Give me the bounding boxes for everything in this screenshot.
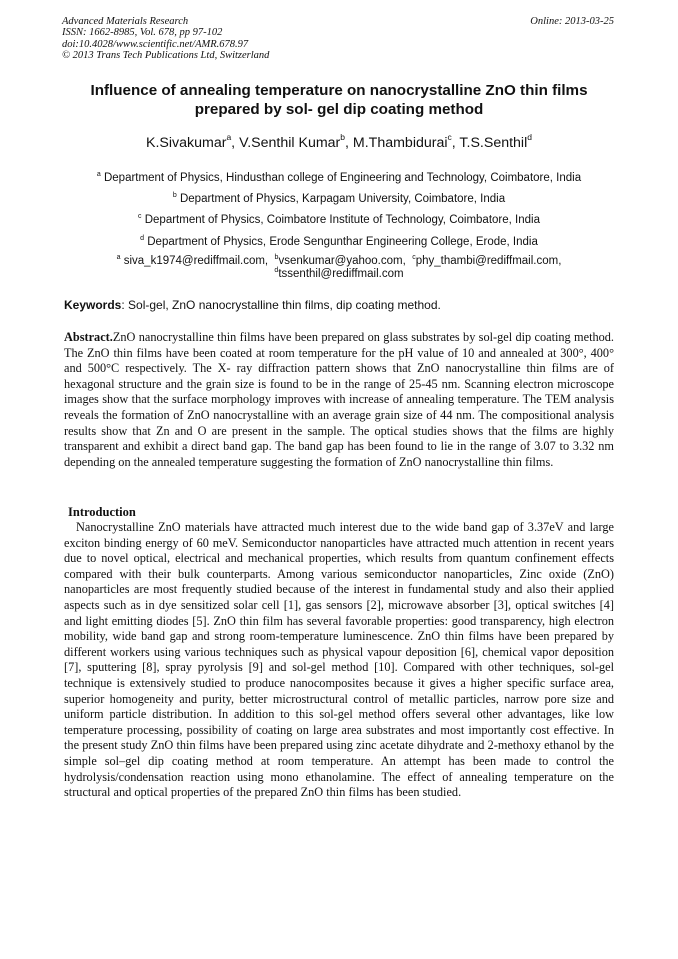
email-link[interactable]: phy_thambi@rediffmail.com, xyxy=(415,255,562,267)
affiliation-d xyxy=(40,235,638,249)
paper-title xyxy=(40,81,638,119)
author-emails xyxy=(40,255,638,281)
author-sup: a xyxy=(226,132,232,142)
journal-issn: ISSN: 1662-8985, Vol. 678, pp 97-102 xyxy=(62,27,223,39)
online-date: Online: 2013-03-25 xyxy=(530,16,614,27)
author-separator: , xyxy=(345,135,353,151)
author-name: V.Senthil Kumar xyxy=(239,135,341,151)
author-name: T.S.Senthil xyxy=(459,135,528,151)
journal-doi: doi:10.4028/www.scientific.net/AMR.678.97 xyxy=(62,38,249,50)
author-sup: d xyxy=(527,132,532,142)
author-sup: b xyxy=(340,132,346,142)
abstract xyxy=(64,330,614,470)
affiliation-text: Department of Physics, Hindusthan college of Engineering and Technology, Coimbatore, India xyxy=(103,172,582,184)
introduction-text: Nanocrystalline ZnO materials have attracted much interest due to the wide band gap of 3.37eV and large exciton binding energy of 60 meV. Semiconductor nanoparticles have attracted much attention in recent years due to novel optical, electrical and mechanical properties, which results from quantum confinement effects compared with their bulk counterparts. Among various semiconductor nanoparticles, Zinc oxide (ZnO) nanoparticles are most frequently studied because of the interest in fundamental study and also their applied aspects such as in dye sensitized solar cell [1], gas sensors [2], microwave absorber [3], optical switches [4] and light emitting diodes [5]. ZnO thin film has several favorable properties: good transparency, high electron mobility, wide band gap and strong room-temperature luminescence. ZnO thin films have been prepared by different workers using various techniques such as physical vapour deposition [6], chemical vapor deposition [7], sputtering [8], spray pyrolysis [9] and sol-gel method [10]. Compared with other techniques, sol-gel technique is extensively studied to produce nanocomposites because it gives a higher specific surface area, superior homogeneity and purity, better microstructural control of metallic particles, narrow pore size and uniform particle distribution. In addition to this sol-gel method offers several other advantages, like low temperature processing, possibility of coating on large area substrates and most importantly cost effective. In the present study ZnO thin films have been prepared using zinc acetate dihydrate and 2-methoxy ethanol by the simple sol–gel dip coating method at room temperature. An attempt has been made to control the hydrolysis/condensation reaction using mono ethanolamine. The effect of annealing temperature on the structural and optical properties of the prepared ZnO thin films has been studied. xyxy=(64,520,614,800)
email-link[interactable]: tssenthil@rediffmail.com xyxy=(278,268,404,280)
email-sup: c xyxy=(412,254,416,261)
author-list xyxy=(40,134,638,152)
author-separator: , xyxy=(451,135,460,151)
abstract-label: Abstract. xyxy=(64,330,113,344)
email-link[interactable]: siva_k1974@rediffmail.com, xyxy=(123,255,269,267)
author-name: M.Thambidurai xyxy=(352,135,448,151)
author-name: K.Sivakumar xyxy=(146,135,227,151)
author-separator: , xyxy=(231,135,240,151)
keywords-text: : Sol-gel, ZnO nanocrystalline thin films, dip coating method. xyxy=(121,298,441,312)
title-line-2: prepared by sol- gel dip coating method xyxy=(194,101,484,118)
keywords xyxy=(64,298,614,313)
email-sup: b xyxy=(274,254,279,261)
email-link[interactable]: vsenkumar@yahoo.com, xyxy=(278,255,406,267)
section-heading-introduction: Introduction xyxy=(68,505,136,519)
journal-name: Advanced Materials Research xyxy=(62,16,189,27)
author-sup: c xyxy=(447,132,452,142)
keywords-label: Keywords xyxy=(64,298,122,312)
affiliation-a xyxy=(40,171,638,185)
journal-header xyxy=(62,16,269,62)
affiliation-text: Department of Physics, Karpagam University, Coimbatore, India xyxy=(179,193,506,205)
abstract-text: ZnO nanocrystalline thin films have been prepared on glass substrates by sol-gel dip coating method. The ZnO thin films have been coated at room temperature for the pH value of 10 and annealed at 300°, 400° and 500°C respectively. The X- ray diffraction pattern shows that ZnO nanocrystalline thin films are of hexagonal structure and the grain size is found to be in the range of 25-45 nm. Scanning electron microscope images show that the surface morphology improves with increase of annealing temperature. The TEM analysis reveals the formation of ZnO nanocrystalline with an average grain size of 44 nm. The compositional analysis results show that Zn and O are present in the sample. The optical studies shows that the films are highly transparent and exhibit a direct band gap. The band gap has been found to lie in the range of 3.07 to 3.32 nm depending on the annealed temperature suggesting the formation of ZnO nanocrystalline thin films. xyxy=(64,330,614,469)
affiliation-c xyxy=(40,213,638,227)
title-line-1: Influence of annealing temperature on nanocrystalline ZnO thin films xyxy=(90,82,588,99)
affiliation-sup: d xyxy=(140,235,145,242)
affiliation-text: Department of Physics, Coimbatore Institute of Technology, Coimbatore, India xyxy=(144,214,540,226)
email-sup: d xyxy=(274,267,279,274)
affiliation-sup: b xyxy=(172,192,177,199)
email-line-1 xyxy=(40,255,638,268)
email-line-2 xyxy=(40,268,638,281)
journal-copyright: © 2013 Trans Tech Publications Ltd, Switzerland xyxy=(62,50,270,62)
affiliation-b xyxy=(40,192,638,206)
affiliation-sup: a xyxy=(96,171,101,178)
affiliation-sup: c xyxy=(138,213,142,220)
affiliation-text: Department of Physics, Erode Sengunthar Engineering College, Erode, India xyxy=(147,236,538,248)
email-sup: a xyxy=(116,254,121,261)
